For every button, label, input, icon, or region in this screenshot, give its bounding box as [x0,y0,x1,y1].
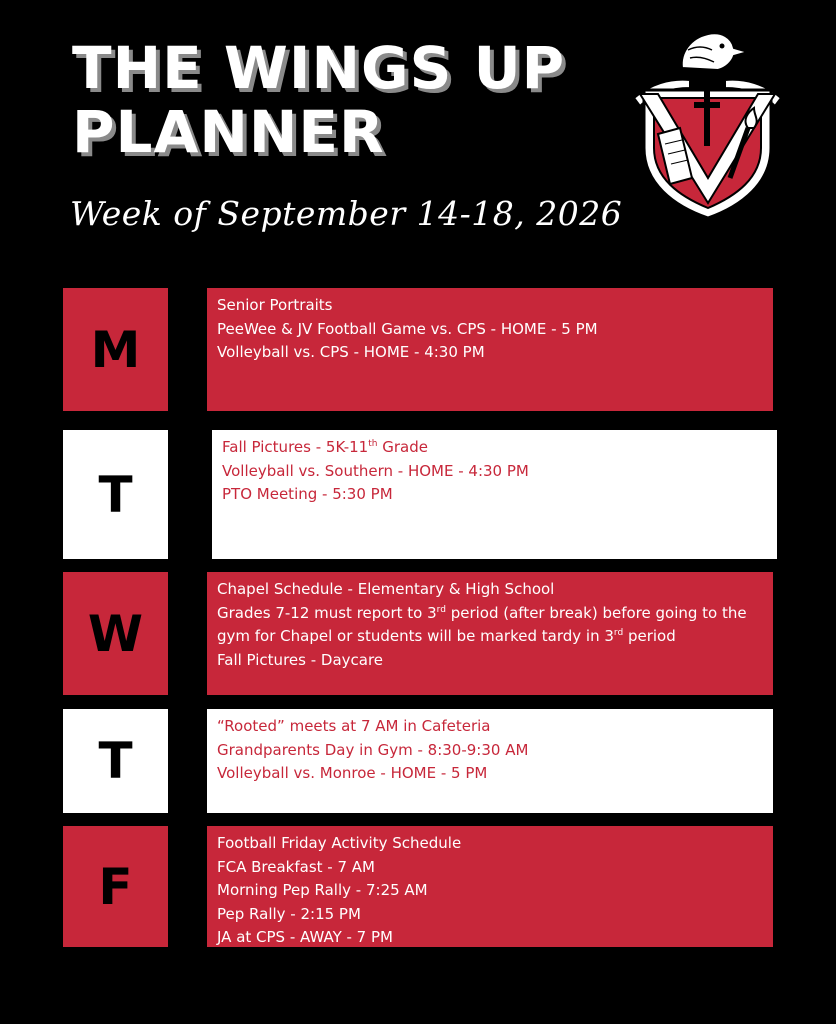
day-events-tuesday [212,430,777,559]
day-letter-thursday: T [63,709,168,813]
title-line-1: THE WINGS UP [72,34,566,102]
week-subtitle: Week of September 14-18, 2026 [70,194,623,233]
planner-title [72,36,565,164]
day-events-thursday [207,709,773,813]
event-item: Volleyball vs. Monroe - HOME - 5 PM [217,764,488,782]
event-item: Pep Rally - 2:15 PM [217,904,361,923]
day-letter-wednesday: W [63,572,168,695]
event-item: JA at CPS - AWAY - 7 PM [217,928,393,946]
event-item: PTO Meeting - 5:30 PM [222,485,393,503]
event-item: Grades 7-12 must report to 3rd period (after break) before going to the gym for Chapel or students will be marked tardy in 3rd period [217,603,747,645]
event-item: “Rooted” meets at 7 AM in Cafeteria [217,717,491,735]
event-item: Chapel Schedule - Elementary & High School [217,580,555,598]
event-item: PeeWee & JV Football Game vs. CPS - HOME - 5 PM [217,319,598,338]
event-item: FCA Breakfast - 7 AM [217,857,375,876]
event-item: Grandparents Day in Gym - 8:30-9:30 AM [217,740,529,759]
day-events-friday [207,826,773,947]
day-letter-friday: F [63,826,168,947]
event-item: Senior Portraits [217,296,333,314]
event-item: Volleyball vs. Southern - HOME - 4:30 PM [222,461,529,480]
event-item: Volleyball vs. CPS - HOME - 4:30 PM [217,343,485,361]
event-item: Morning Pep Rally - 7:25 AM [217,881,428,899]
event-item: Football Friday Activity Schedule [217,834,462,852]
event-item: Fall Pictures - 5K-11th Grade [222,438,428,456]
day-letter-monday: M [63,288,168,411]
day-events-monday [207,288,773,411]
event-item: Fall Pictures - Daycare [217,650,384,669]
title-line-2: PLANNER [72,98,385,166]
day-events-wednesday [207,572,773,695]
day-letter-tuesday: T [63,430,168,559]
eagle-crest-logo [630,28,785,223]
